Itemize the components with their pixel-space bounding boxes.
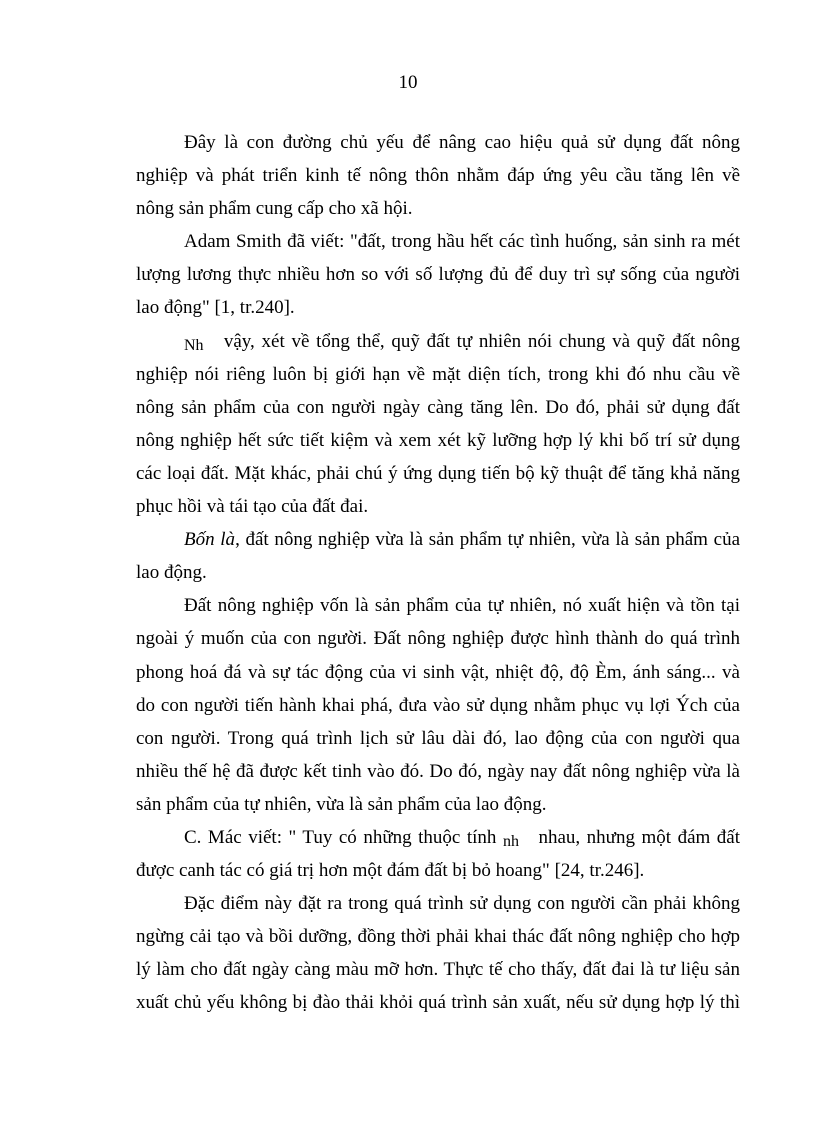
paragraph-line: Đất nông nghiệp vốn là sản phẩm của tự nhiên, nó xuất hiện và tồn tại	[184, 595, 740, 617]
paragraph-line: được canh tác có giá trị hơn một đám đất bị bỏ hoang" [24, tr.246].	[136, 860, 645, 882]
text-fragment: C. Mác viết: " Tuy có những thuộc tính	[184, 826, 497, 848]
paragraph-line: sản phẩm của tự nhiên, vừa là sản phẩm của lao động.	[136, 793, 547, 815]
paragraph-line: phục hồi và tái tạo của đất đai.	[136, 496, 369, 518]
paragraph-line: nông sản phẩm của con người ngày càng tăng lên. Do đó, phải sử dụng đất	[136, 396, 740, 418]
paragraph-line	[136, 821, 740, 854]
paragraph-line: lượng lương thực nhiều hơn so với số lượng đủ để duy trì sự sống của người	[136, 264, 740, 286]
paragraph-line: con người. Trong quá trình lịch sử lâu dài đó, lao động của con người qua	[136, 727, 740, 749]
paragraph-line: lý làm cho đất ngày càng màu mỡ hơn. Thực tế cho thấy, đất đai là tư liệu sản	[136, 959, 740, 981]
text-fragment: nh	[502, 832, 519, 850]
text-fragment: Nh	[184, 336, 204, 354]
paragraph-line: Đặc điểm này đặt ra trong quá trình sử dụng con người cần phải không	[184, 893, 740, 915]
page-number: 10	[398, 72, 418, 93]
paragraph-line	[136, 523, 740, 556]
paragraph-line: lao động.	[136, 562, 207, 584]
paragraph-line: nông nghiệp hết sức tiết kiệm và xem xét kỹ lưỡng hợp lý khi bố trí sử dụng	[136, 429, 740, 451]
text-fragment: , đất nông nghiệp vừa là sản phẩm tự nhiên, vừa là sản phẩm của	[235, 529, 740, 551]
paragraph-line: nhiều thế hệ đã được kết tinh vào đó. Do đó, ngày nay đất nông nghiệp vừa là	[136, 760, 740, 782]
paragraph-line: nghiệp nói riêng luôn bị giới hạn về mặt diện tích, trong khi đó nhu cầu về	[136, 363, 740, 385]
paragraph-line: xuất chủ yếu không bị đào thải khỏi quá trình sản xuất, nếu sử dụng hợp lý thì	[136, 992, 740, 1014]
paragraph-line: Adam Smith đã viết: "đất, trong hầu hết các tình huống, sản sinh ra mét	[184, 231, 740, 253]
text-fragment: nhau, nhưng một đám đất	[538, 826, 741, 848]
paragraph-line: ngoài ý muốn của con người. Đất nông nghiệp được hình thành do quá trình	[136, 628, 740, 650]
body-text	[136, 126, 740, 1020]
italic-lead: Bốn là	[184, 529, 236, 551]
paragraph-line: nghiệp và phát triển kinh tế nông thôn nhằm đáp ứng yêu cầu tăng lên về	[136, 165, 740, 187]
paragraph-line: lao động" [1, tr.240].	[136, 297, 295, 319]
paragraph-line: do con người tiến hành khai phá, đưa vào sử dụng nhằm phục vụ lợi Ých của	[136, 694, 740, 716]
paragraph-line	[136, 325, 740, 358]
paragraph-line: ngừng cải tạo và bồi dưỡng, đồng thời phải khai thác đất nông nghiệp cho hợp	[136, 926, 740, 948]
paragraph-line: các loại đất. Mặt khác, phải chú ý ứng dụng tiến bộ kỹ thuật để tăng khả năng	[136, 462, 740, 484]
paragraph-line: Đây là con đường chủ yếu để nâng cao hiệu quả sử dụng đất nông	[184, 132, 740, 153]
paragraph-line: phong hoá đá và sự tác động của vi sinh vật, nhiệt độ, độ Èm, ánh sáng... và	[136, 661, 740, 683]
paragraph-line: nông sản phẩm cung cấp cho xã hội.	[136, 198, 413, 220]
text-fragment: vậy, xét về tổng thể, quỹ đất tự nhiên nói chung và quỹ đất nông	[223, 330, 740, 352]
